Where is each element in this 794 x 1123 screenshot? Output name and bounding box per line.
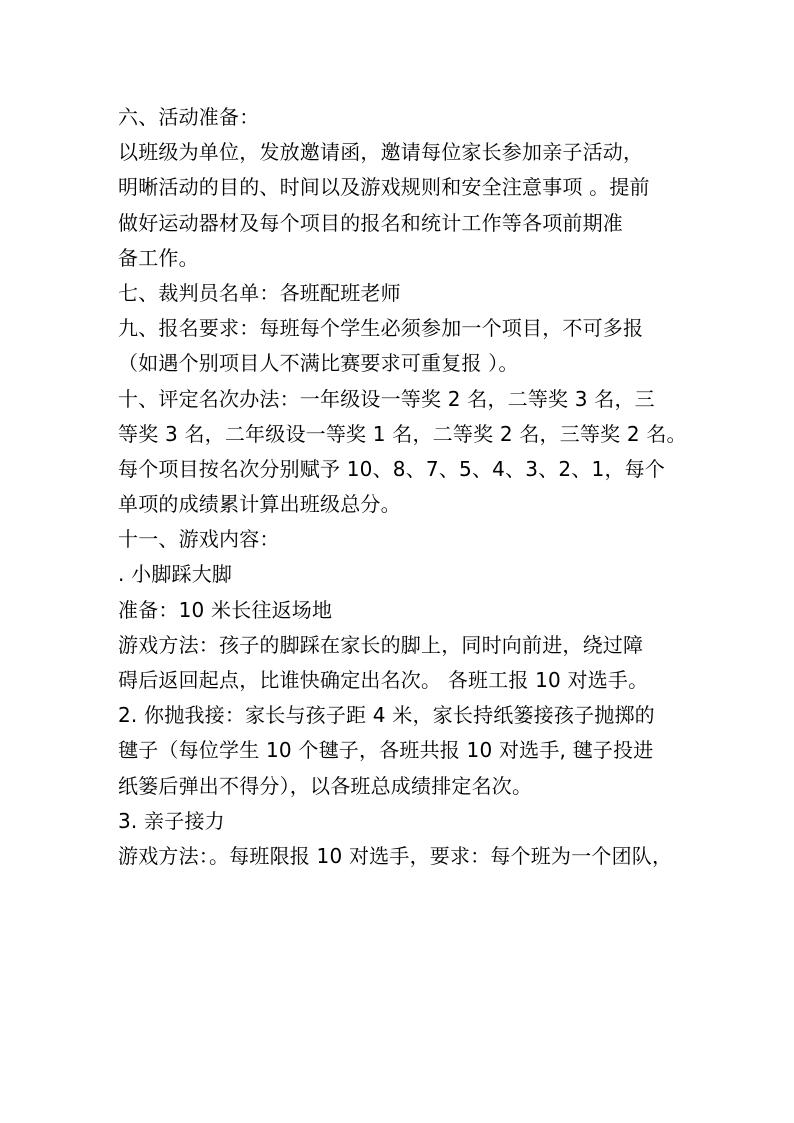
paragraph-line: 纸篓后弹出不得分），以各班总成绩排定名次。 xyxy=(118,773,533,798)
document-body xyxy=(118,100,688,874)
paragraph-line: 等奖 3 名，二年级设一等奖 1 名，二等奖 2 名，三等奖 2 名。 xyxy=(118,421,687,446)
paragraph-line: 碍后返回起点，比谁快确定出名次。 各班工报 10 对选手。 xyxy=(118,668,649,692)
game-title: 2. 你抛我接：家长与孩子距 4 米，家长持纸篓接孩子抛掷的 xyxy=(118,703,655,728)
paragraph-line: 做好运动器材及每个项目的报名和统计工作等各项前期准 xyxy=(118,210,623,235)
paragraph-line: （如遇个别项目人不满比赛要求可重复报 ）。 xyxy=(118,351,519,376)
paragraph-line: 游戏方法：。每班限报 10 对选手，要求：每个班为一个团队， xyxy=(118,843,673,868)
paragraph-line: 单项的成绩累计算出班级总分。 xyxy=(118,492,401,517)
game-title: 3. 亲子接力 xyxy=(118,808,225,833)
paragraph-line: 毽子（每位学生 10 个毽子，各班共报 10 对选手, 毽子投进 xyxy=(118,738,654,763)
game-title: . 小脚踩大脚 xyxy=(118,562,233,587)
paragraph-line: 备工作。 xyxy=(118,245,199,270)
section-heading-ranking: 十、评定名次办法：一年级设一等奖 2 名，二等奖 3 名，三 xyxy=(118,386,655,411)
paragraph-line: 以班级为单位，发放邀请函，邀请每位家长参加亲子活动， xyxy=(118,140,644,165)
section-heading-referees: 七、裁判员名单：各班配班老师 xyxy=(118,280,401,305)
paragraph-line: 准备：10 米长往返场地 xyxy=(118,597,333,622)
section-heading-registration: 九、报名要求：每班每个学生必须参加一个项目，不可多报 xyxy=(118,316,644,341)
paragraph-line: 游戏方法：孩子的脚踩在家长的脚上，同时向前进，绕过障 xyxy=(118,632,644,657)
paragraph-line: 明晰活动的目的、时间以及游戏规则和安全注意事项 。提前 xyxy=(118,175,650,200)
paragraph-line: 每个项目按名次分别赋予 10、8、7、5、4、3、2、1，每个 xyxy=(118,456,666,481)
section-heading-preparation: 六、活动准备： xyxy=(118,105,260,129)
section-heading-games: 十一、游戏内容： xyxy=(118,527,280,552)
